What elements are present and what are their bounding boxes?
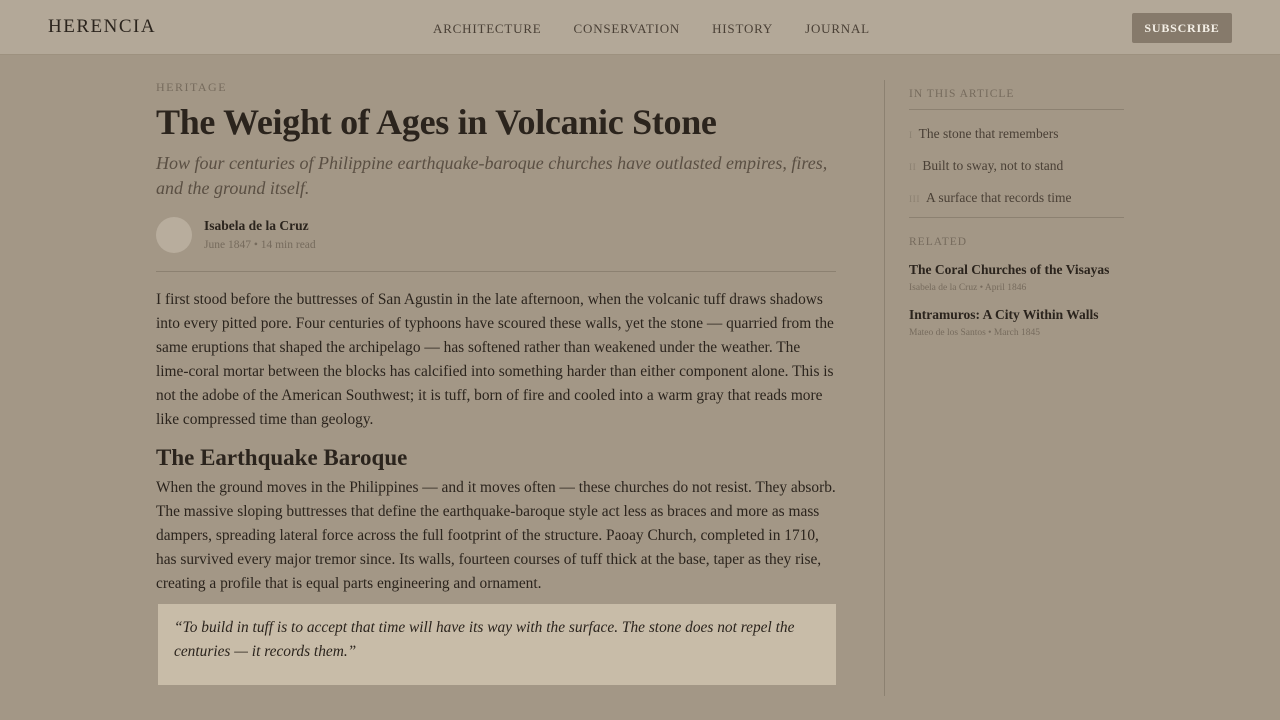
nav-journal[interactable]: JOURNAL (805, 21, 870, 36)
nav-history[interactable]: HISTORY (712, 21, 774, 36)
article-title: The Weight of Ages in Volcanic Stone (156, 102, 717, 142)
author-name[interactable]: Isabela de la Cruz (204, 218, 309, 233)
toc-divider (909, 109, 1124, 110)
pull-quote: “To build in tuff is to accept that time will have its way with the surface. The stone does not repel the centuries — it records them.” (158, 604, 836, 685)
section-heading: The Earthquake Baroque (156, 445, 408, 470)
article-category[interactable]: HERITAGE (156, 80, 228, 94)
toc-item[interactable] (909, 120, 1124, 152)
toc-item-label: The stone that remembers (918, 126, 1059, 141)
related-meta: Isabela de la Cruz • April 1846 (909, 283, 1027, 293)
related-divider (909, 217, 1124, 218)
toc-number: I (909, 131, 913, 141)
related-title[interactable]: The Coral Churches of the Visayas (909, 262, 1110, 277)
byline (156, 217, 836, 257)
sidebar-divider (884, 80, 885, 696)
related-item[interactable] (909, 262, 1124, 293)
nav-architecture[interactable]: ARCHITECTURE (433, 21, 542, 36)
article-dek: How four centuries of Philippine earthquake-baroque churches have outlasted empires, fires, and the ground itself. (156, 153, 828, 198)
subscribe-button[interactable]: SUBSCRIBE (1132, 13, 1232, 43)
toc-item[interactable] (909, 152, 1124, 184)
toc-list (909, 120, 1124, 216)
toc-number: III (909, 195, 920, 205)
nav-conservation[interactable]: CONSERVATION (573, 21, 681, 36)
toc-item-label: Built to sway, not to stand (922, 158, 1064, 173)
sidebar (909, 88, 1124, 338)
toc-item[interactable] (909, 184, 1124, 216)
toc-number: II (909, 163, 917, 173)
article-meta: June 1847 • 14 min read (204, 239, 316, 251)
related-title[interactable]: Intramuros: A City Within Walls (909, 307, 1099, 322)
intro-paragraph: I first stood before the buttresses of San Agustin in the late afternoon, when the volcanic tuff draws shadows into every pitted pore. Four centuries of typhoons have scoured these walls, yet the stone — quarried from the same eruptions that shaped the archipelago — has softened rather than weakened under the weather. The lime-coral mortar between the blocks has calcified into something harder than either component alone. This is not the adobe of the American Southwest; it is tuff, born of fire and cooled into a warm gray that reads more like compressed time than geology. (156, 291, 834, 428)
toc-item-label: A surface that records time (926, 190, 1072, 205)
related-item[interactable] (909, 307, 1124, 338)
section-paragraph: When the ground moves in the Philippines — and it moves often — these churches do not resist. They absorb. The massive sloping buttresses that define the earthquake-baroque style act less as braces and more as mass dampers, spreading lateral force across the full footprint of the structure. Paoay Church, completed in 1710, has survived every major tremor since. Its walls, fourteen courses of tuff thick at the base, taper as they rise, creating a profile that is equal parts engineering and ornament. (156, 479, 836, 592)
related-meta: Mateo de los Santos • March 1845 (909, 328, 1041, 338)
divider (156, 271, 836, 272)
site-header (0, 0, 1280, 55)
brand-logo[interactable]: HERENCIA (48, 16, 157, 37)
article (156, 80, 836, 685)
author-avatar[interactable] (156, 217, 192, 253)
toc-label: IN THIS ARTICLE (909, 88, 1015, 100)
related-label: RELATED (909, 236, 968, 248)
main-nav (433, 21, 870, 37)
